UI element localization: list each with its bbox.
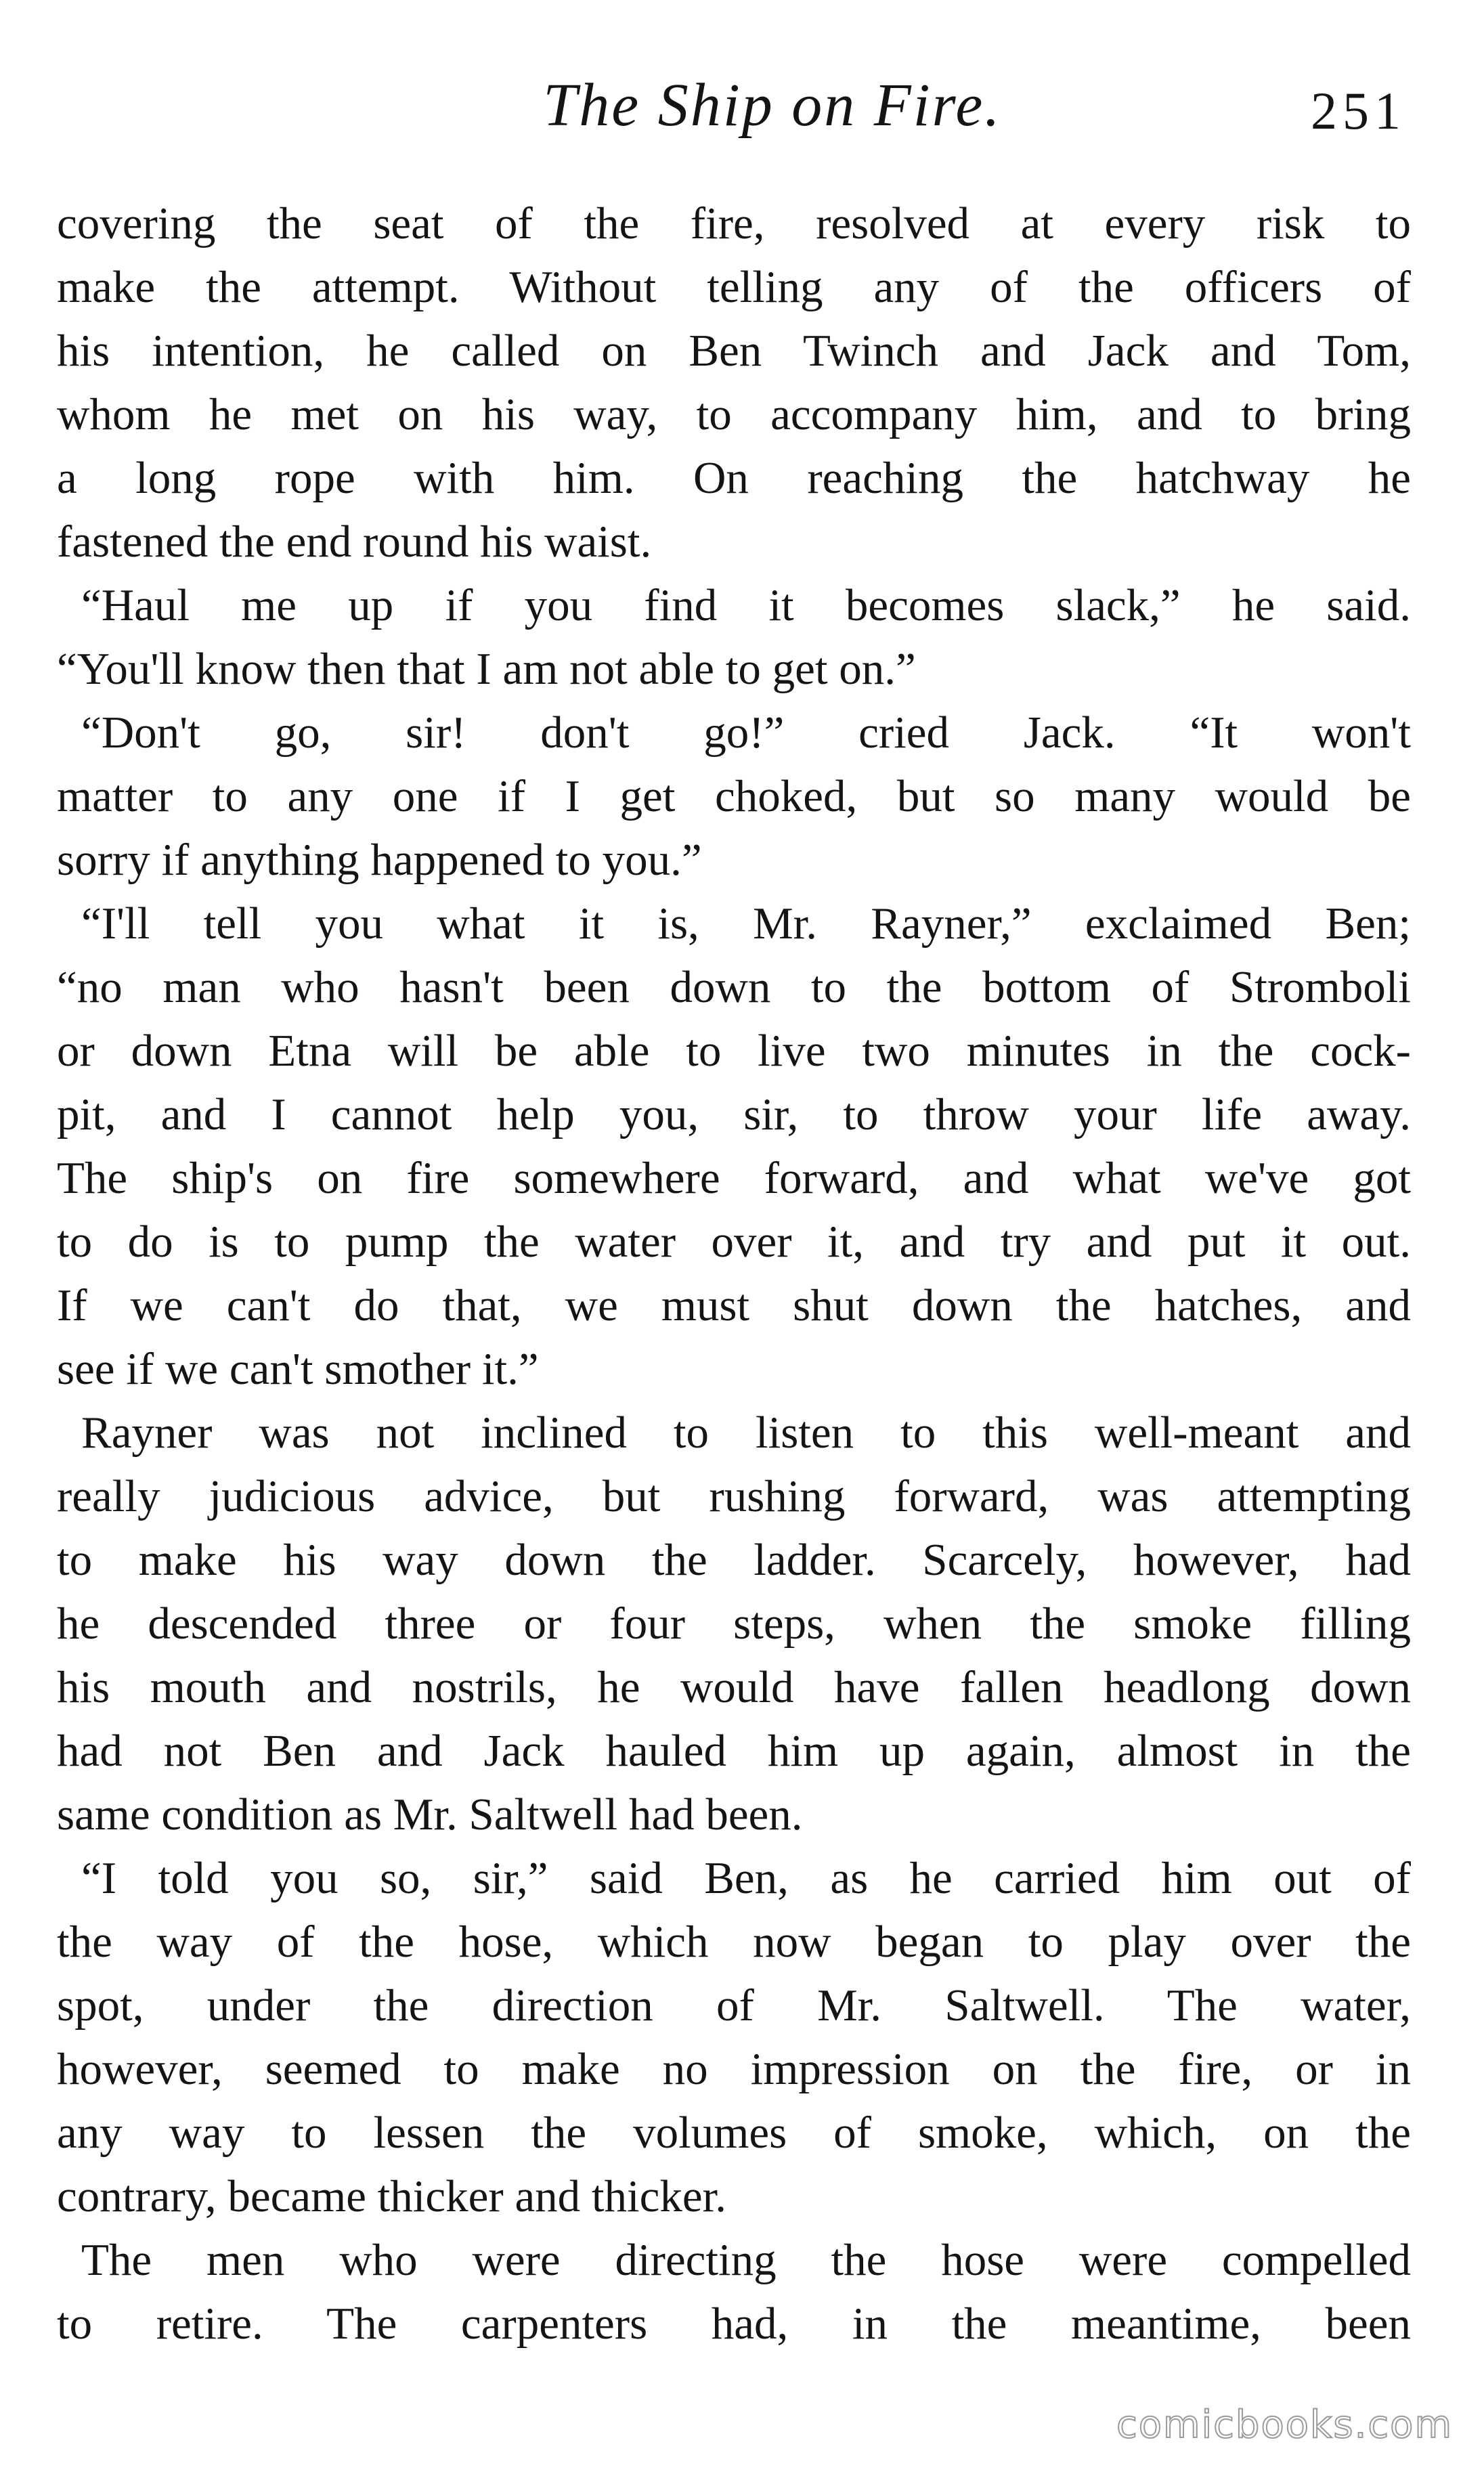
- text-line: fastened the end round his waist.: [57, 517, 652, 567]
- text-line: Rayner was not inclined to listen to this well-meant and: [81, 1408, 1411, 1458]
- text-line: had not Ben and Jack hauled him up again, almost in the: [57, 1726, 1411, 1776]
- running-title: The Ship on Fire.: [543, 72, 1002, 139]
- text-line: pit, and I cannot help you, sir, to throw your life away.: [57, 1089, 1411, 1139]
- text-line: The men who were directing the hose were compelled: [81, 2235, 1411, 2285]
- text-line: sorry if anything happened to you.”: [57, 835, 702, 885]
- text-line: “Don't go, sir! don't go!” cried Jack. “It won't: [81, 708, 1411, 758]
- text-line: “no man who hasn't been down to the bottom of Stromboli: [57, 962, 1411, 1012]
- text-line: “I'll tell you what it is, Mr. Rayner,” exclaimed Ben;: [81, 898, 1411, 949]
- text-line: a long rope with him. On reaching the hatchway he: [57, 453, 1411, 503]
- text-line: to retire. The carpenters had, in the meantime, been: [57, 2299, 1411, 2349]
- text-line: see if we can't smother it.”: [57, 1344, 539, 1394]
- text-line: contrary, became thicker and thicker.: [57, 2171, 727, 2221]
- text-line: spot, under the direction of Mr. Saltwell. The water,: [57, 1980, 1411, 2030]
- text-line: he descended three or four steps, when the smoke filling: [57, 1599, 1411, 1649]
- text-line: really judicious advice, but rushing forward, was attempting: [57, 1471, 1411, 1521]
- text-line: make the attempt. Without telling any of the officers of: [57, 262, 1411, 312]
- text-line: to do is to pump the water over it, and try and put it out.: [57, 1217, 1411, 1267]
- text-line: “You'll know then that I am not able to get on.”: [57, 644, 916, 694]
- text-line: covering the seat of the fire, resolved at every risk to: [57, 198, 1411, 248]
- body-text: [57, 192, 1411, 2355]
- text-line: matter to any one if I get choked, but so many would be: [57, 771, 1411, 821]
- text-line: same condition as Mr. Saltwell had been.: [57, 1789, 803, 1840]
- watermark: comicbooks.com: [1116, 2403, 1453, 2447]
- page-number: 251: [1311, 81, 1406, 140]
- text-line: If we can't do that, we must shut down the hatches, and: [57, 1280, 1411, 1330]
- text-line: the way of the hose, which now began to play over the: [57, 1917, 1411, 1967]
- text-line: any way to lessen the volumes of smoke, which, on the: [57, 2108, 1411, 2158]
- text-line: The ship's on fire somewhere forward, and what we've got: [57, 1153, 1411, 1203]
- text-line: however, seemed to make no impression on the fire, or in: [57, 2044, 1411, 2094]
- text-line: or down Etna will be able to live two minutes in the cock-: [57, 1026, 1411, 1076]
- text-line: to make his way down the ladder. Scarcely, however, had: [57, 1535, 1411, 1585]
- text-line: his mouth and nostrils, he would have fallen headlong down: [57, 1662, 1411, 1712]
- text-line: whom he met on his way, to accompany him, and to bring: [57, 389, 1411, 439]
- running-head: [0, 65, 1484, 146]
- text-line: “Haul me up if you find it becomes slack,” he said.: [81, 580, 1411, 630]
- text-line: his intention, he called on Ben Twinch and Jack and Tom,: [57, 326, 1411, 376]
- text-line: “I told you so, sir,” said Ben, as he carried him out of: [81, 1853, 1411, 1903]
